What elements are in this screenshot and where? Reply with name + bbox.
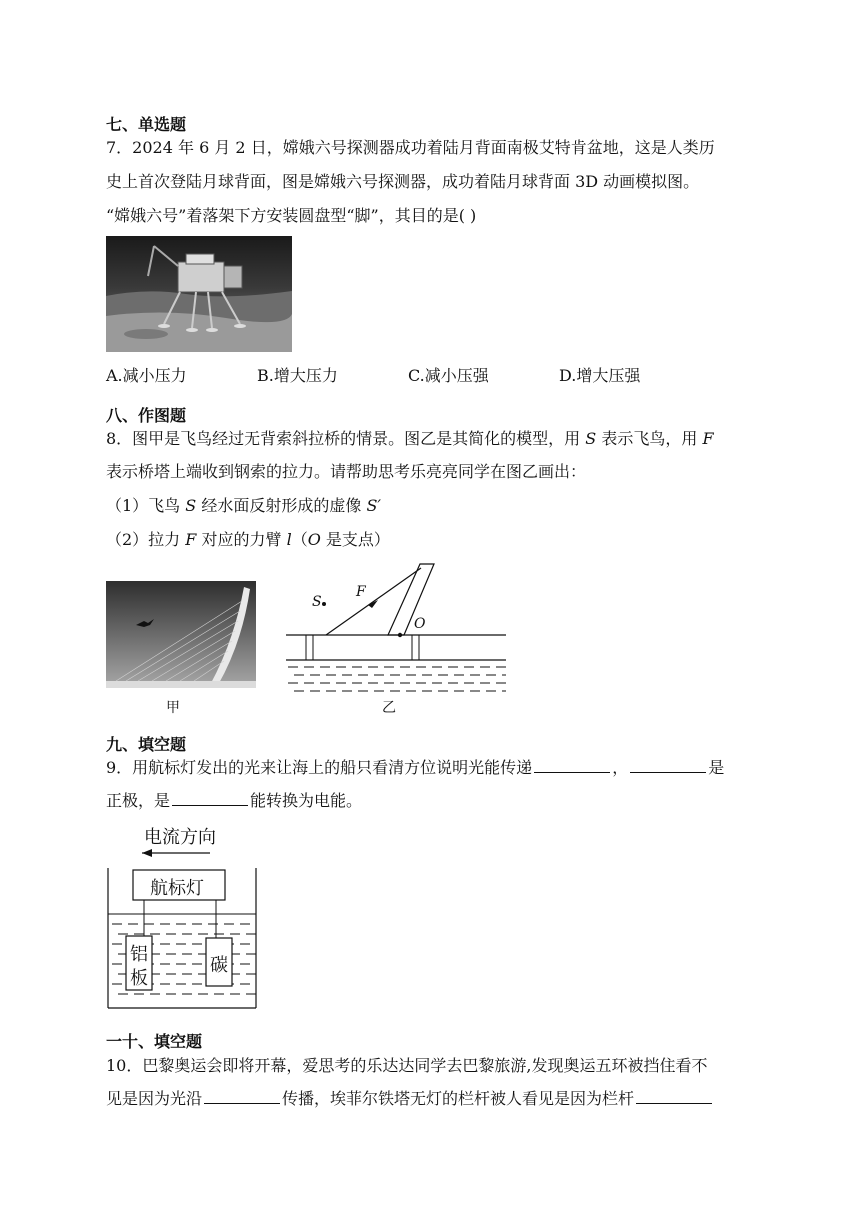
q8-line-1: 8．图甲是飞鸟经过无背索斜拉桥的情景。图乙是其简化的模型，用 S 表示飞鸟，用 F	[106, 429, 714, 448]
q7-line-1: 7．2024 年 6 月 2 日，嫦娥六号探测器成功着陆月背面南极艾特肯盆地，这是人类历	[106, 138, 715, 157]
bridge-photo	[106, 581, 256, 688]
blank-4[interactable]	[204, 1089, 280, 1104]
figure-yi-label: 乙	[382, 700, 396, 716]
lunar-lander-photo	[106, 236, 292, 352]
q9-line-2: 正极，是 能转换为电能。	[106, 791, 363, 810]
q8-line-2: 表示桥塔上端收到钢索的拉力。请帮助思考乐亮亮同学在图乙画出：	[106, 462, 587, 481]
q8-sub-1: （1）飞鸟 S 经水面反射形成的虚像 S′	[106, 496, 382, 515]
section-7-title: 七、单选题	[106, 115, 187, 134]
q7-line-2: 史上首次登陆月球背面，图是嫦娥六号探测器，成功着陆月球背面 3D 动画模拟图。	[106, 172, 700, 191]
blank-1[interactable]	[534, 758, 610, 773]
current-direction-label: 电流方向	[144, 827, 216, 848]
q10-line-2: 见是因为光沿 传播，埃菲尔铁塔无灯的栏杆被人看见是因为栏杆	[106, 1089, 714, 1109]
q9-line-1: 9．用航标灯发出的光来让海上的船只看清方位说明光能传递 ， 是	[106, 758, 725, 777]
carbon-label: 碳	[210, 955, 228, 976]
option-c[interactable]: C.减小压强	[408, 366, 489, 385]
q10-line-1: 10．巴黎奥运会即将开幕，爱思考的乐达达同学去巴黎旅游,发现奥运五环被挡住看不	[106, 1056, 708, 1075]
blank-2[interactable]	[630, 758, 706, 773]
blank-3[interactable]	[172, 791, 248, 806]
lamp-label: 航标灯	[150, 878, 204, 899]
q7-options	[106, 363, 726, 386]
aluminum-label-2: 板	[130, 968, 148, 989]
aluminum-label-1: 铝	[130, 944, 148, 965]
section-10-title: 一十、填空题	[106, 1032, 203, 1051]
label-s: S	[312, 594, 322, 610]
option-b[interactable]: B.增大压力	[257, 366, 338, 385]
bridge-model-diagram	[286, 560, 508, 695]
q8-sub-2: （2）拉力 F 对应的力臂 l（O 是支点）	[106, 530, 390, 549]
option-d[interactable]: D.增大压强	[559, 366, 641, 385]
blank-5[interactable]	[636, 1089, 712, 1104]
section-9-title: 九、填空题	[106, 735, 187, 754]
option-a[interactable]: A.减小压力	[106, 366, 187, 385]
label-f: F	[356, 584, 366, 600]
figure-jia-label: 甲	[166, 700, 180, 716]
q7-line-3: “嫦娥六号”着落架下方安装圆盘型“脚”，其目的是( )	[106, 206, 477, 225]
navigation-lamp-circuit	[106, 848, 258, 1010]
label-o: O	[414, 616, 426, 632]
section-8-title: 八、作图题	[106, 406, 187, 425]
